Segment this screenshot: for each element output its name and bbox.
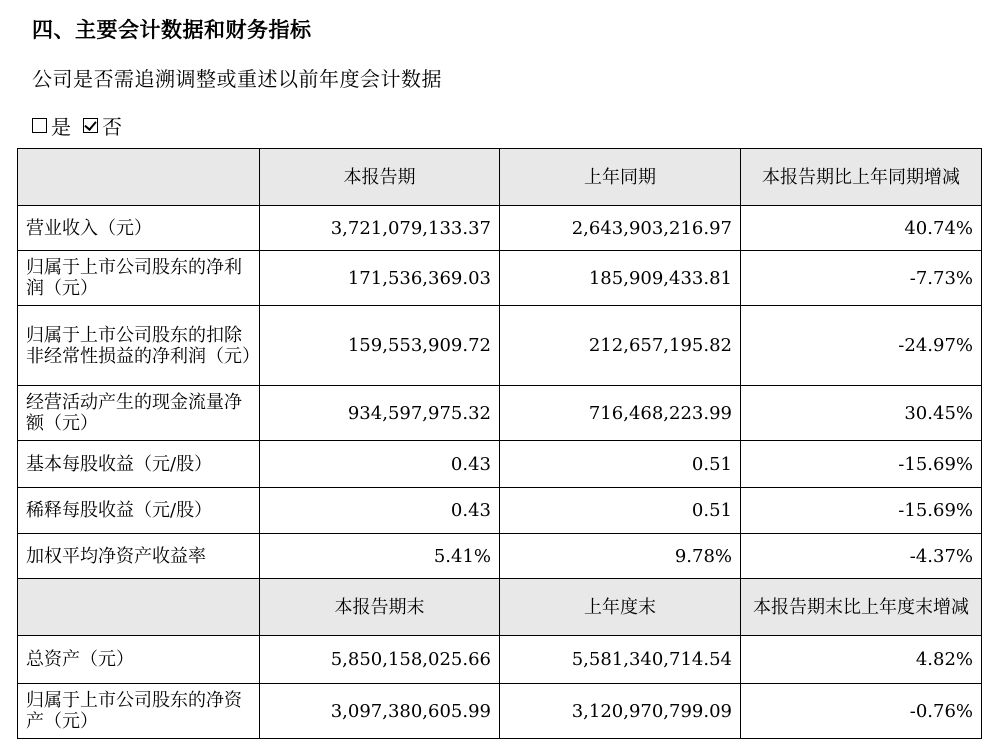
financial-data-table — [17, 148, 982, 739]
row-label: 基本每股收益（元/股） — [18, 441, 260, 488]
row-label: 经营活动产生的现金流量净额（元） — [18, 386, 260, 441]
table-row — [18, 206, 982, 251]
header-cell: 本报告期比上年同期增减 — [741, 149, 982, 206]
header-cell: 上年同期 — [500, 149, 741, 206]
prior-value: 0.51 — [500, 441, 741, 488]
row-label: 总资产（元） — [18, 636, 260, 684]
restatement-question: 公司是否需追溯调整或重述以前年度会计数据 — [32, 67, 442, 91]
prior-value: 3,120,970,799.09 — [500, 684, 741, 739]
table-header-row — [18, 579, 982, 636]
prior-value: 0.51 — [500, 488, 741, 534]
header-cell: 本报告期 — [260, 149, 500, 206]
table-row — [18, 534, 982, 579]
table-row — [18, 488, 982, 534]
current-value: 171,536,369.03 — [260, 251, 500, 306]
current-value: 159,553,909.72 — [260, 306, 500, 386]
change-value: -7.73% — [741, 251, 982, 306]
prior-value: 185,909,433.81 — [500, 251, 741, 306]
change-value: -15.69% — [741, 488, 982, 534]
change-value: 30.45% — [741, 386, 982, 441]
table-row — [18, 251, 982, 306]
current-value: 3,721,079,133.37 — [260, 206, 500, 251]
table-row — [18, 684, 982, 739]
change-value: 40.74% — [741, 206, 982, 251]
table-row — [18, 386, 982, 441]
header-cell — [18, 149, 260, 206]
option-no — [83, 111, 122, 140]
prior-value: 212,657,195.82 — [500, 306, 741, 386]
change-value: -24.97% — [741, 306, 982, 386]
change-value: -15.69% — [741, 441, 982, 488]
header-cell: 本报告期末 — [260, 579, 500, 636]
current-value: 5,850,158,025.66 — [260, 636, 500, 684]
prior-value: 2,643,903,216.97 — [500, 206, 741, 251]
table-row — [18, 441, 982, 488]
row-label: 营业收入（元） — [18, 206, 260, 251]
current-value: 0.43 — [260, 441, 500, 488]
table-row — [18, 636, 982, 684]
restatement-options — [32, 111, 134, 140]
checked-box-icon — [83, 118, 98, 133]
row-label: 归属于上市公司股东的净资产（元） — [18, 684, 260, 739]
current-value: 5.41% — [260, 534, 500, 579]
row-label: 归属于上市公司股东的扣除非经常性损益的净利润（元） — [18, 306, 260, 386]
change-value: -4.37% — [741, 534, 982, 579]
header-cell — [18, 579, 260, 636]
current-value: 3,097,380,605.99 — [260, 684, 500, 739]
header-cell: 上年度末 — [500, 579, 741, 636]
prior-value: 5,581,340,714.54 — [500, 636, 741, 684]
section-heading: 四、主要会计数据和财务指标 — [32, 17, 312, 42]
row-label: 稀释每股收益（元/股） — [18, 488, 260, 534]
change-value: 4.82% — [741, 636, 982, 684]
table-row — [18, 306, 982, 386]
current-value: 0.43 — [260, 488, 500, 534]
unchecked-box-icon — [32, 118, 47, 133]
prior-value: 9.78% — [500, 534, 741, 579]
table-header-row — [18, 149, 982, 206]
option-yes — [32, 111, 71, 140]
prior-value: 716,468,223.99 — [500, 386, 741, 441]
header-cell: 本报告期末比上年度末增减 — [741, 579, 982, 636]
row-label: 加权平均净资产收益率 — [18, 534, 260, 579]
current-value: 934,597,975.32 — [260, 386, 500, 441]
option-no-label: 否 — [102, 115, 122, 139]
option-yes-label: 是 — [51, 115, 71, 139]
change-value: -0.76% — [741, 684, 982, 739]
row-label: 归属于上市公司股东的净利润（元） — [18, 251, 260, 306]
